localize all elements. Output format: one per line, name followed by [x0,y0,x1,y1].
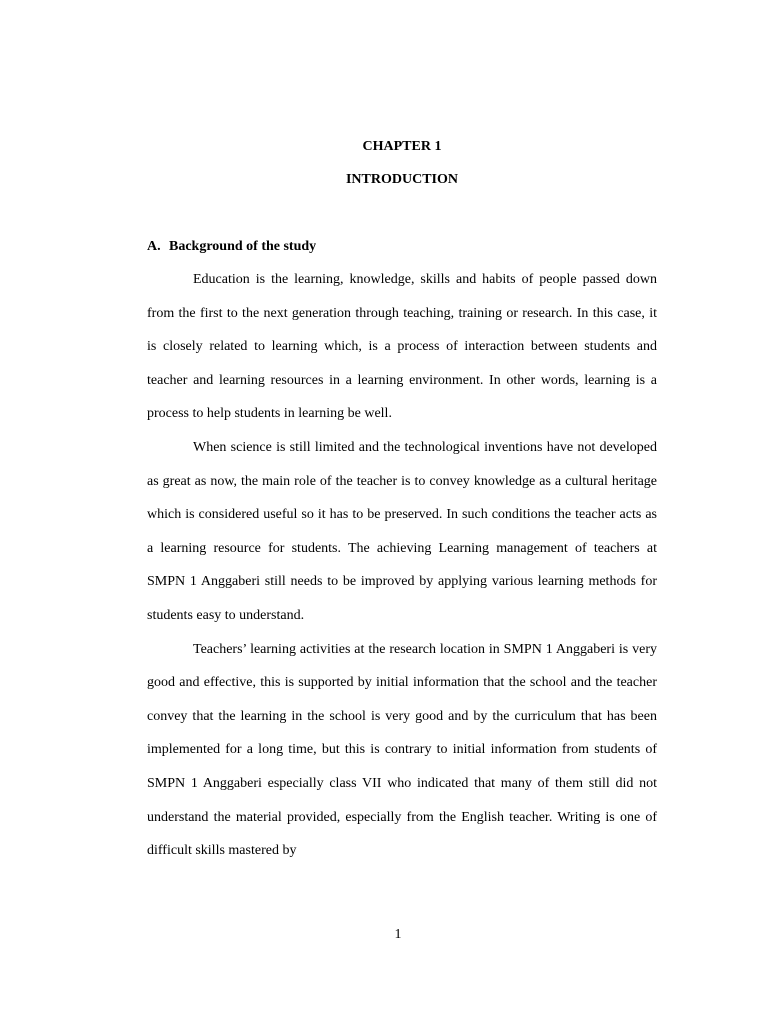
section-letter: A. [147,239,161,254]
section-title: Background of the study [169,239,317,254]
paragraph: Education is the learning, knowledge, skills and habits of people passed down from the first to the next generation through teaching, training or research. In this case, it is closely related to learning which, is a process of interaction between students and teacher and learning resources in a learning environment. In other words, learning is a process to help students in learning be well. [147,272,657,422]
page-number: 1 [394,927,402,942]
chapter-label: CHAPTER 1 [362,139,442,154]
chapter-title: INTRODUCTION [345,172,458,187]
body-text [147,263,657,868]
paragraph: When science is still limited and the technological inventions have not developed as great as now, the main role of the teacher is to convey knowledge as a cultural heritage which is considered useful so it has to be preserved. In such conditions the teacher acts as a learning resource for students. The achieving Learning management of teachers at SMPN 1 Anggaberi still needs to be improved by applying various learning methods for students easy to understand. [147,439,657,623]
paragraph: Teachers’ learning activities at the research location in SMPN 1 Anggaberi is very good and effective, this is supported by initial information that the school and the teacher convey that the learning in the school is very good and by the curriculum that has been implemented for a long time, but this is contrary to initial information from students of SMPN 1 Anggaberi especially class VII who indicated that many of them still did not understand the material provided, especially from the English teacher. Writing is one of difficult skills mastered by [147,641,657,859]
section-heading [147,238,316,256]
